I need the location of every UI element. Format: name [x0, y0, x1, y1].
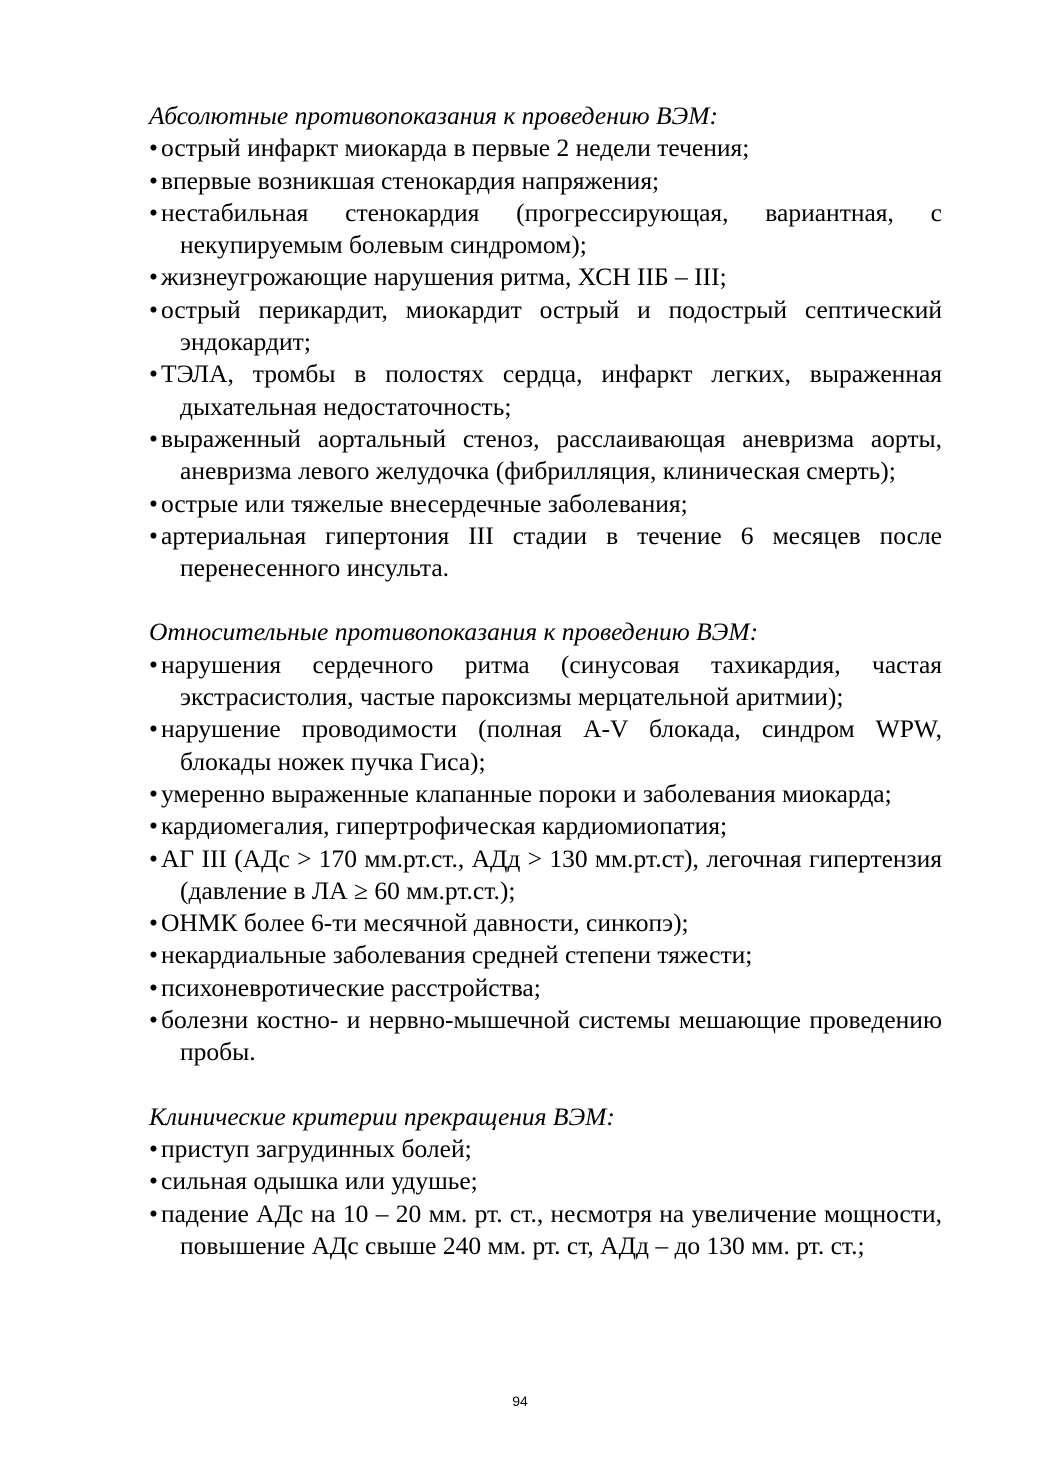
bullet-icon: • [149, 649, 158, 679]
section-termination-criteria [149, 1101, 942, 1262]
list-item-text: острый перикардит, миокардит острый и подострый септический эндокардит; [161, 294, 942, 357]
list-item [149, 294, 942, 359]
section-heading: Абсолютные противопоказания к проведению ВЭМ: [149, 101, 718, 130]
list-item [149, 1165, 942, 1197]
list-item-text: выраженный аортальный стеноз, расслаивающая аневризма аорты, аневризма левого желудочка (фибрилляция, клиническая смерть); [161, 423, 942, 486]
list-item-text: артериальная гипертония III стадии в течение 6 месяцев после перенесенного инсульта. [161, 520, 942, 583]
bullet-icon: • [149, 262, 158, 292]
list-item [149, 261, 942, 293]
bullet-icon: • [149, 1198, 158, 1228]
list-item [149, 132, 942, 164]
list-item-text: некардиальные заболевания средней степени тяжести; [161, 940, 753, 970]
bullet-icon: • [149, 811, 158, 841]
list-item-text: нестабильная стенокардия (прогрессирующая, вариантная, с некупируемым болевым синдромом); [161, 197, 942, 260]
list-item-text: умеренно выраженные клапанные пороки и заболевания миокарда; [161, 778, 892, 808]
list-item-text: приступ загрудинных болей; [161, 1133, 472, 1163]
list-item-text: сильная одышка или удушье; [161, 1166, 478, 1196]
list-item [149, 843, 942, 908]
bullet-icon: • [149, 488, 158, 518]
bullet-icon: • [149, 294, 158, 324]
section-heading: Относительные противопоказания к проведению ВЭМ: [149, 617, 759, 647]
document-page [149, 100, 942, 1262]
bullet-icon: • [149, 940, 158, 970]
list-item-text: нарушения сердечного ритма (синусовая тахикардия, частая экстрасистолия, частые пароксизмы мерцательной аритмии); [161, 649, 942, 712]
list-item [149, 1198, 942, 1263]
bullet-icon: • [149, 908, 158, 938]
bullet-icon: • [149, 133, 158, 163]
bullet-list [149, 649, 942, 1069]
list-item [149, 520, 942, 585]
bullet-icon: • [149, 197, 158, 227]
section-heading: Клинические критерии прекращения ВЭМ: [149, 1101, 615, 1131]
list-item-text: ТЭЛА, тромбы в полостях сердца, инфаркт легких, выраженная дыхательная недостаточность; [161, 359, 942, 421]
list-item-text: падение АДс на 10 – 20 мм. рт. ст., несмотря на увеличение мощности, повышение АДс свыше 240 мм. рт. ст, АДд – до 130 мм. рт. ст.; [161, 1198, 942, 1260]
section-absolute-contraindications [149, 100, 942, 584]
bullet-icon: • [149, 359, 158, 389]
list-item-text: АГ III (АДс > 170 мм.рт.ст., АДд > 130 мм.рт.ст), легочная гипертензия (давление в ЛА ≥ 60 мм.рт.ст.); [161, 843, 942, 905]
list-item-text: острые или тяжелые внесердечные заболевания; [161, 488, 688, 518]
list-item [149, 1004, 942, 1069]
list-item [149, 713, 942, 778]
list-item [149, 1133, 942, 1165]
list-item [149, 939, 942, 971]
bullet-icon: • [149, 423, 158, 453]
list-item [149, 972, 942, 1004]
list-item [149, 488, 942, 520]
list-item-text: жизнеугрожающие нарушения ритма, ХСН IIБ – III; [161, 262, 727, 292]
list-item-text: ОНМК более 6-ти месячной давности, синкопэ); [161, 908, 689, 938]
page-number: 94 [512, 1393, 528, 1409]
bullet-icon: • [149, 1166, 158, 1196]
list-item [149, 358, 942, 423]
bullet-icon: • [149, 1005, 158, 1035]
bullet-icon: • [149, 1133, 158, 1163]
bullet-icon: • [149, 520, 158, 550]
list-item-text: впервые возникшая стенокардия напряжения; [161, 165, 660, 195]
bullet-icon: • [149, 843, 158, 873]
list-item [149, 649, 942, 714]
list-item-text: острый инфаркт миокарда в первые 2 недели течения; [161, 133, 750, 163]
bullet-icon: • [149, 165, 158, 195]
list-item [149, 907, 942, 939]
list-item [149, 778, 942, 810]
list-item-text: психоневротические расстройства; [161, 972, 541, 1002]
list-item [149, 810, 942, 842]
list-item [149, 165, 942, 197]
list-item [149, 197, 942, 262]
bullet-icon: • [149, 714, 158, 744]
list-item [149, 423, 942, 488]
bullet-list [149, 1133, 942, 1262]
section-relative-contraindications [149, 616, 942, 1068]
list-item-text: кардиомегалия, гипертрофическая кардиомиопатия; [161, 811, 728, 841]
bullet-icon: • [149, 778, 158, 808]
list-item-text: нарушение проводимости (полная A-V блокада, синдром WPW, блокады ножек пучка Гиса); [161, 714, 942, 776]
bullet-list [149, 132, 942, 584]
bullet-icon: • [149, 972, 158, 1002]
list-item-text: болезни костно- и нервно-мышечной системы мешающие проведению пробы. [161, 1005, 942, 1067]
